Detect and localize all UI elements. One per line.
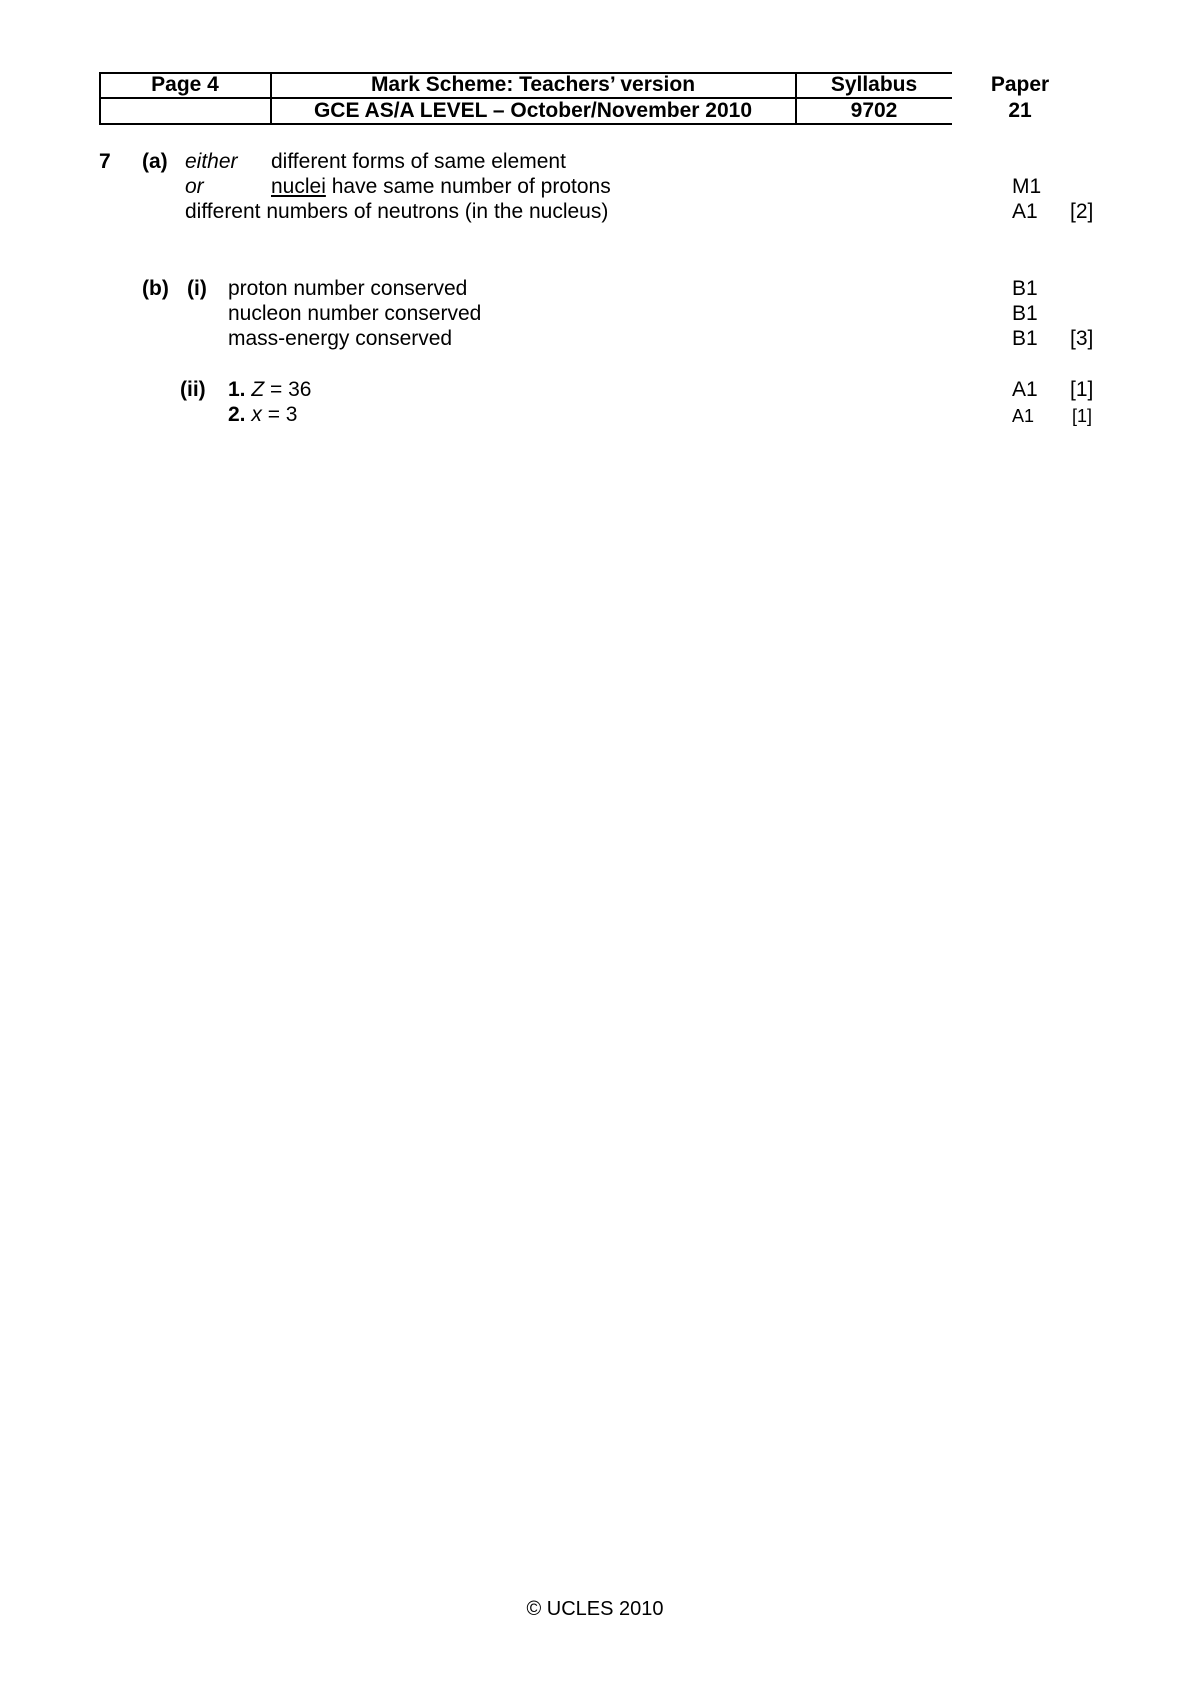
part-b-i-total: [3]	[1070, 327, 1094, 350]
part-b-i-line-2: nucleon number conserved	[228, 302, 482, 325]
item-1-number: 1.	[228, 378, 246, 401]
or-answer-rest: have same number of protons	[325, 175, 611, 198]
paper-label: Paper	[990, 73, 1050, 96]
syllabus-value: 9702	[850, 99, 898, 122]
part-b-i-label: (i)	[187, 277, 207, 300]
or-word: or	[185, 175, 204, 198]
part-a-total: [2]	[1070, 200, 1094, 223]
part-b-ii-mark-1: A1	[1012, 378, 1038, 401]
either-answer: different forms of same element	[271, 150, 566, 173]
item-1-value: = 36	[264, 378, 312, 401]
document-subtitle: GCE AS/A LEVEL – October/November 2010	[313, 99, 753, 122]
part-a-line3: different numbers of neutrons (in the nucleus)	[185, 200, 609, 223]
header-bottom-rule	[99, 123, 952, 125]
part-b-ii-item-1	[228, 378, 311, 402]
document-title: Mark Scheme: Teachers’ version	[370, 73, 696, 96]
part-b-i-line-1: proton number conserved	[228, 277, 468, 300]
item-2-value: = 3	[261, 403, 298, 426]
footer-copyright: © UCLES 2010	[526, 1598, 664, 1620]
part-b-ii-total-2: [1]	[1072, 406, 1093, 426]
syllabus-label: Syllabus	[830, 73, 918, 96]
part-b-ii-mark-2: A1	[1012, 406, 1035, 426]
item-2-number: 2.	[228, 403, 246, 426]
part-a-mark-1: M1	[1012, 175, 1042, 198]
part-b-i-mark-1: B1	[1012, 277, 1038, 300]
or-answer-underlined: nuclei	[271, 175, 326, 198]
part-b-ii-total-1: [1]	[1070, 378, 1094, 401]
item-2-variable: x	[251, 403, 262, 426]
part-a-label: (a)	[142, 150, 168, 173]
or-answer	[271, 175, 611, 199]
part-b-ii-label: (ii)	[180, 378, 206, 401]
page-label: Page 4	[151, 73, 219, 96]
question-number: 7	[99, 150, 111, 173]
either-word: either	[185, 150, 238, 173]
paper-value: 21	[1008, 99, 1032, 122]
part-b-ii-item-2	[228, 403, 297, 427]
part-a-mark-2: A1	[1012, 200, 1038, 223]
item-1-variable: Z	[251, 378, 265, 401]
part-b-i-mark-3: B1	[1012, 327, 1038, 350]
part-b-i-mark-2: B1	[1012, 302, 1038, 325]
part-b-label: (b)	[142, 277, 169, 300]
part-b-i-line-3: mass-energy conserved	[228, 327, 453, 350]
